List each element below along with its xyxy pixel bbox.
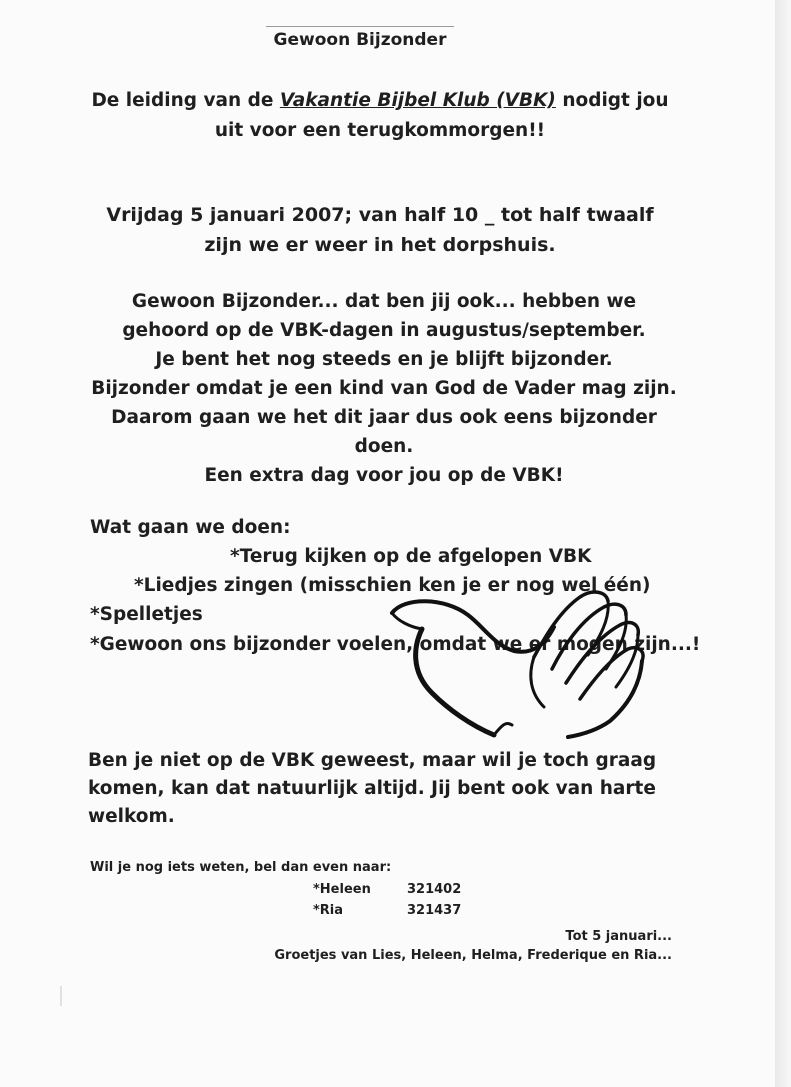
dove-in-hand-drawing: [384, 575, 654, 745]
scan-mark: [57, 985, 65, 1007]
invitation-suffix: nodigt jou: [555, 90, 669, 111]
activity-item: *Spelletjes: [90, 604, 203, 625]
date-line-1: Vrijdag 5 januari 2007; van half 10 _ tot half twaalf: [106, 204, 654, 226]
top-rule: [266, 26, 454, 27]
closing-signature: Groetjes van Lies, Heleen, Helma, Frederique en Ria...: [274, 948, 672, 963]
paragraph-line: Een extra dag voor jou op de VBK!: [204, 465, 564, 486]
invitation-prefix: De leiding van de: [91, 90, 280, 111]
date-line-2: zijn we er weer in het dorpshuis.: [204, 234, 556, 256]
contact-name: *Ria: [313, 903, 344, 918]
paragraph-line: Gewoon Bijzonder... dat ben jij ook... hebben we: [131, 291, 637, 312]
activities-heading: Wat gaan we doen:: [90, 517, 291, 538]
paragraph-line: Je bent het nog steeds en je blijft bijzonder.: [155, 349, 613, 370]
paragraph-line: doen.: [354, 436, 414, 457]
contact-intro: Wil je nog iets weten, bel dan even naar:: [90, 860, 392, 875]
welcome-line: Ben je niet op de VBK geweest, maar wil je toch graag: [88, 750, 657, 771]
activity-item: *Liedjes zingen (misschien ken je er nog wel één): [134, 575, 651, 596]
closing-date: Tot 5 januari...: [565, 929, 672, 944]
activity-item: *Gewoon ons bijzonder voelen, omdat we er mogen zijn...!: [90, 634, 701, 655]
welcome-line: komen, kan dat natuurlijk altijd. Jij bent ook van harte: [88, 778, 656, 799]
contact-phone: 321437: [407, 903, 462, 918]
invitation-line-1: [0, 90, 760, 111]
flyer-title: Gewoon Bijzonder: [273, 30, 447, 50]
paragraph-line: Bijzonder omdat je een kind van God de Vader mag zijn.: [91, 378, 677, 399]
paragraph-line: Daarom gaan we het dit jaar dus ook eens bijzonder: [111, 407, 657, 428]
activity-item: *Terug kijken op de afgelopen VBK: [230, 546, 592, 567]
contact-name: *Heleen: [313, 882, 371, 897]
scan-edge-shadow: [775, 0, 791, 1087]
welcome-line: welkom.: [88, 806, 175, 827]
contact-phone: 321402: [407, 882, 462, 897]
club-name: Vakantie Bijbel Klub (VBK): [279, 90, 556, 111]
paragraph-line: gehoord op de VBK-dagen in augustus/september.: [122, 320, 646, 341]
invitation-line-2: uit voor een terugkommorgen!!: [214, 120, 546, 141]
